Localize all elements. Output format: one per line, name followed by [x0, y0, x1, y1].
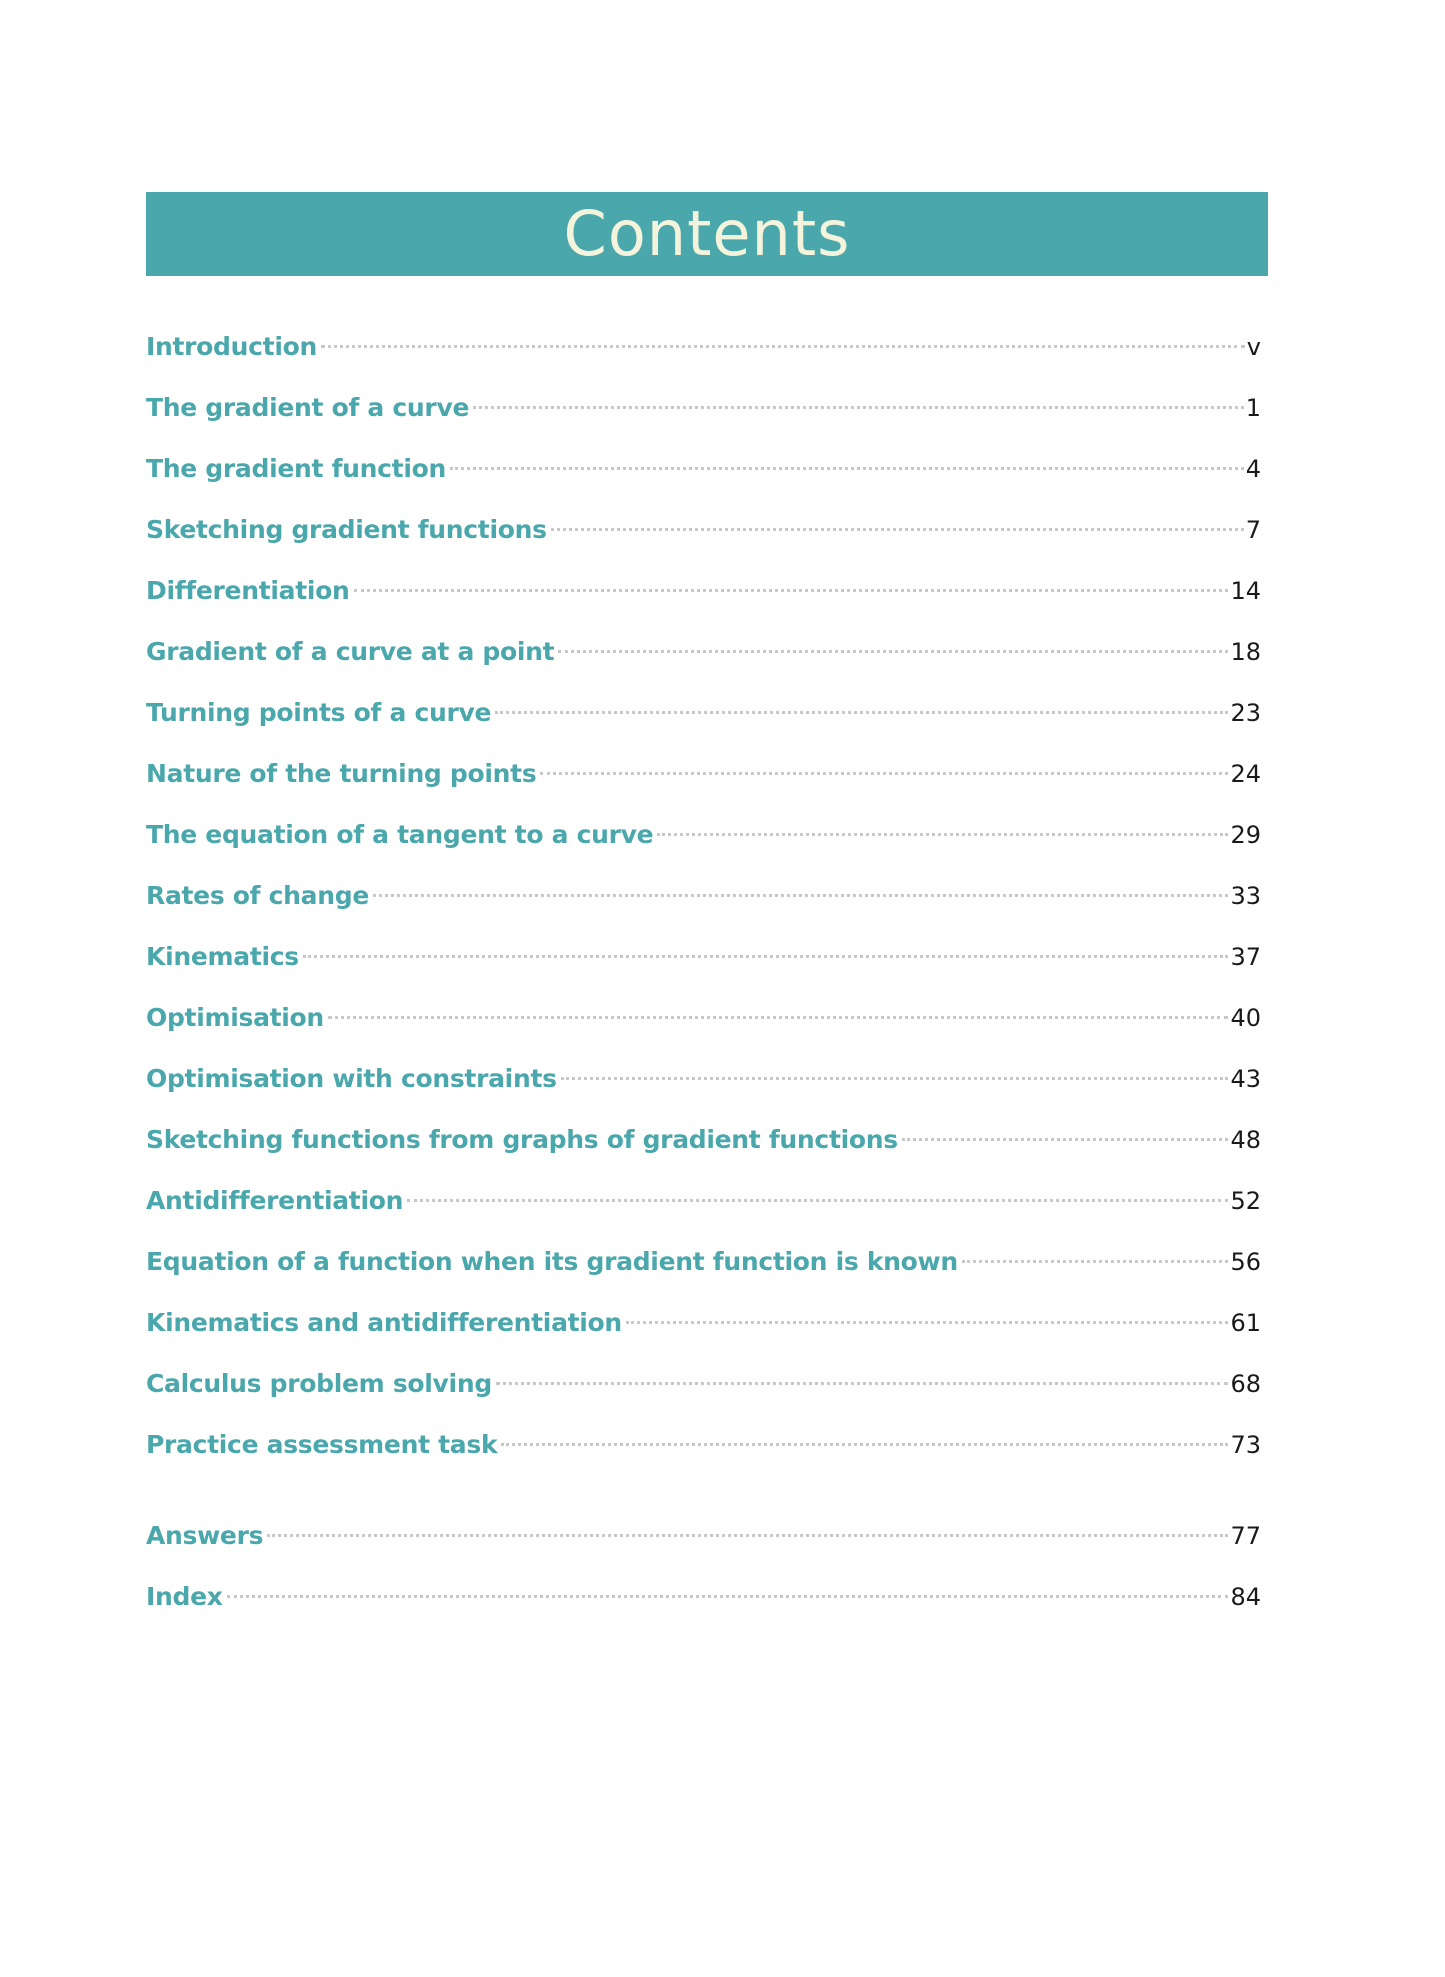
- toc-entry-page: 14: [1230, 577, 1261, 605]
- toc-entry-title: Equation of a function when its gradient function is known: [146, 1247, 958, 1276]
- toc-entry-title: Kinematics: [146, 942, 299, 971]
- toc-entry-page: 77: [1230, 1522, 1261, 1550]
- toc-entry-page: 24: [1230, 760, 1261, 788]
- toc-entry-title: Kinematics and antidifferentiation: [146, 1308, 622, 1337]
- toc-entry[interactable]: [146, 865, 1261, 926]
- toc-entry-title: Gradient of a curve at a point: [146, 637, 555, 666]
- toc-entry-page: 1: [1245, 394, 1261, 422]
- toc-entry-page: 84: [1230, 1583, 1261, 1611]
- toc-entry-page: 68: [1230, 1370, 1261, 1398]
- toc-entry[interactable]: [146, 621, 1261, 682]
- toc-entry[interactable]: [146, 316, 1261, 377]
- dot-leader: [551, 528, 1244, 531]
- toc-entry-page: 43: [1230, 1065, 1261, 1093]
- toc-entry[interactable]: [146, 1109, 1261, 1170]
- toc-entry-title: The gradient of a curve: [146, 393, 470, 422]
- dot-leader: [407, 1199, 1228, 1202]
- toc-entry[interactable]: [146, 926, 1261, 987]
- toc-entry-page: v: [1246, 333, 1261, 361]
- toc-entry[interactable]: [146, 682, 1261, 743]
- dot-leader: [561, 1077, 1229, 1080]
- toc-entry-answers[interactable]: [146, 1505, 1261, 1566]
- toc-entry-title: Sketching gradient functions: [146, 515, 547, 544]
- toc-entry-title: Sketching functions from graphs of gradient functions: [146, 1125, 898, 1154]
- toc-entry-page: 18: [1230, 638, 1261, 666]
- toc-entry-title: Rates of change: [146, 881, 370, 910]
- toc-entry-page: 4: [1245, 455, 1261, 483]
- toc-entry-title: Optimisation with constraints: [146, 1064, 557, 1093]
- dot-leader: [227, 1595, 1229, 1598]
- toc-entry-title: Introduction: [146, 332, 317, 361]
- toc-entry[interactable]: [146, 1231, 1261, 1292]
- toc-entry[interactable]: [146, 1353, 1261, 1414]
- dot-leader: [540, 772, 1228, 775]
- toc-entry-page: 37: [1230, 943, 1261, 971]
- toc-entry-page: 56: [1230, 1248, 1261, 1276]
- toc-entry[interactable]: [146, 438, 1261, 499]
- toc-entry-page: 61: [1230, 1309, 1261, 1337]
- dot-leader: [328, 1016, 1229, 1019]
- dot-leader: [657, 833, 1228, 836]
- toc-entry-index[interactable]: [146, 1566, 1261, 1627]
- toc-entry-title: Optimisation: [146, 1003, 324, 1032]
- toc-entry[interactable]: [146, 743, 1261, 804]
- toc-entry[interactable]: [146, 499, 1261, 560]
- toc-entry-page: 48: [1230, 1126, 1261, 1154]
- dot-leader: [902, 1138, 1229, 1141]
- dot-leader: [473, 406, 1244, 409]
- dot-leader: [495, 711, 1228, 714]
- toc-entry-title: Antidifferentiation: [146, 1186, 404, 1215]
- toc-entry-title: Turning points of a curve: [146, 698, 492, 727]
- toc-entry[interactable]: [146, 377, 1261, 438]
- toc-entry-title: Differentiation: [146, 576, 350, 605]
- dot-leader: [303, 955, 1229, 958]
- toc-entry-title: Nature of the turning points: [146, 759, 537, 788]
- toc-entry-title: The gradient function: [146, 454, 446, 483]
- toc-entry-title: Index: [146, 1582, 223, 1611]
- dot-leader: [354, 589, 1229, 592]
- page-title: Contents: [563, 197, 851, 270]
- toc-entry-title: Practice assessment task: [146, 1430, 498, 1459]
- dot-leader: [267, 1534, 1228, 1537]
- dot-leader: [501, 1443, 1228, 1446]
- toc-entry-page: 40: [1230, 1004, 1261, 1032]
- toc-entry[interactable]: [146, 1170, 1261, 1231]
- toc-entry-title: Calculus problem solving: [146, 1369, 492, 1398]
- toc-entry[interactable]: [146, 1414, 1261, 1475]
- dot-leader: [321, 345, 1245, 348]
- toc-entry-title: The equation of a tangent to a curve: [146, 820, 654, 849]
- toc-entry[interactable]: [146, 1048, 1261, 1109]
- table-of-contents: [146, 316, 1261, 1627]
- contents-banner: [146, 192, 1268, 276]
- toc-entry-page: 29: [1230, 821, 1261, 849]
- toc-entry-page: 73: [1230, 1431, 1261, 1459]
- contents-page: [146, 192, 1268, 1643]
- dot-leader: [373, 894, 1228, 897]
- dot-leader: [962, 1260, 1229, 1263]
- toc-entry-page: 33: [1230, 882, 1261, 910]
- toc-entry-page: 23: [1230, 699, 1261, 727]
- dot-leader: [558, 650, 1228, 653]
- dot-leader: [496, 1382, 1229, 1385]
- toc-entry[interactable]: [146, 987, 1261, 1048]
- toc-entry-page: 52: [1230, 1187, 1261, 1215]
- toc-entry[interactable]: [146, 560, 1261, 621]
- toc-entry-title: Answers: [146, 1521, 264, 1550]
- dot-leader: [450, 467, 1244, 470]
- toc-entry[interactable]: [146, 1292, 1261, 1353]
- toc-entry-page: 7: [1245, 516, 1261, 544]
- dot-leader: [626, 1321, 1229, 1324]
- toc-entry[interactable]: [146, 804, 1261, 865]
